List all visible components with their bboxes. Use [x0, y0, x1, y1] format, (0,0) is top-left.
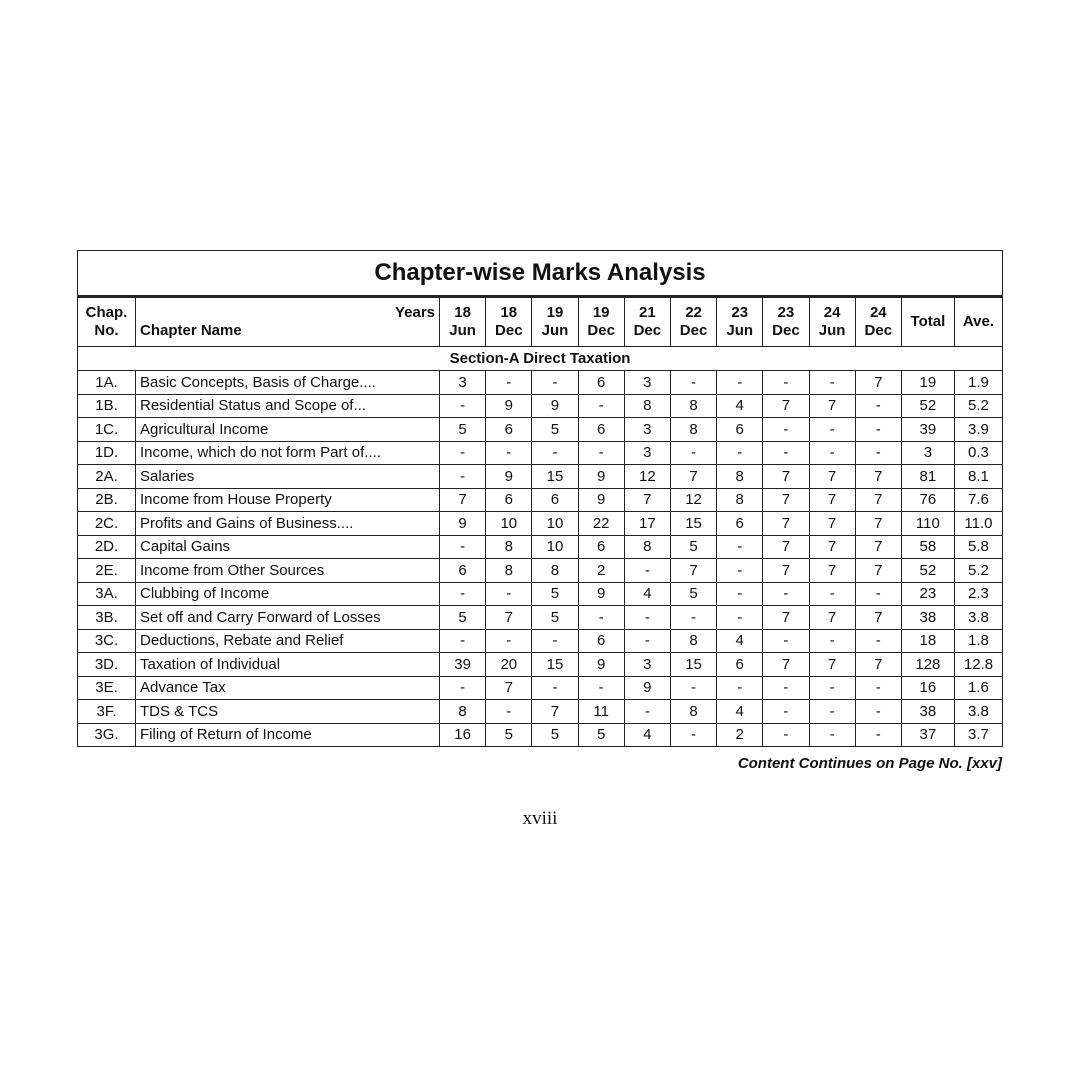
marks-cell: 7	[763, 606, 809, 630]
year-header-year: 18	[454, 304, 471, 321]
marks-table	[77, 250, 1003, 747]
total-cell: 76	[901, 488, 954, 512]
average-cell: 1.9	[954, 371, 1002, 395]
marks-cell: -	[809, 700, 855, 724]
year-header-month: Jun	[726, 322, 754, 339]
marks-cell: 7	[486, 676, 532, 700]
average-cell: 7.6	[954, 488, 1002, 512]
marks-cell: 7	[855, 535, 901, 559]
marks-cell: 7	[855, 606, 901, 630]
year-header-year: 18	[500, 304, 518, 321]
marks-cell: -	[763, 700, 809, 724]
marks-cell: 7	[809, 512, 855, 536]
marks-cell: 5	[532, 723, 578, 747]
marks-cell: 9	[578, 582, 624, 606]
marks-cell: 7	[624, 488, 670, 512]
marks-cell: 6	[578, 371, 624, 395]
average-cell: 0.3	[954, 441, 1002, 465]
marks-cell: 15	[670, 653, 716, 677]
marks-cell: 8	[717, 488, 763, 512]
total-cell: 19	[901, 371, 954, 395]
average-cell: 5.2	[954, 559, 1002, 583]
marks-cell: -	[440, 676, 486, 700]
year-header-year: 22	[685, 304, 702, 321]
marks-cell: 5	[670, 582, 716, 606]
marks-cell: 15	[532, 465, 578, 489]
marks-cell: -	[809, 723, 855, 747]
marks-cell: 3	[624, 418, 670, 442]
marks-cell: -	[440, 582, 486, 606]
marks-cell: 7	[855, 488, 901, 512]
total-cell: 37	[901, 723, 954, 747]
marks-analysis-sheet	[77, 250, 1002, 747]
chapter-name: Advance Tax	[136, 676, 440, 700]
year-header-month: Dec	[772, 322, 800, 339]
marks-cell: 12	[624, 465, 670, 489]
chapter-number: 2C.	[78, 512, 136, 536]
marks-cell: -	[717, 582, 763, 606]
chapter-name: Agricultural Income	[136, 418, 440, 442]
chapter-number: 1A.	[78, 371, 136, 395]
average-cell: 3.7	[954, 723, 1002, 747]
marks-cell: -	[763, 582, 809, 606]
section-title: Section-A Direct Taxation	[78, 347, 1003, 371]
marks-cell: 7	[809, 559, 855, 583]
marks-cell: 7	[763, 465, 809, 489]
marks-cell: 8	[717, 465, 763, 489]
marks-cell: 15	[670, 512, 716, 536]
marks-cell: 22	[578, 512, 624, 536]
marks-cell: 7	[809, 606, 855, 630]
chapter-name: Income from Other Sources	[136, 559, 440, 583]
marks-cell: 10	[486, 512, 532, 536]
marks-cell: -	[624, 606, 670, 630]
marks-cell: 7	[763, 653, 809, 677]
marks-cell: -	[855, 723, 901, 747]
marks-cell: -	[486, 371, 532, 395]
marks-cell: 5	[532, 582, 578, 606]
marks-cell: 6	[717, 653, 763, 677]
total-header: Total	[901, 297, 954, 347]
year-header-year: 19	[592, 304, 610, 321]
average-cell: 12.8	[954, 653, 1002, 677]
marks-cell: -	[717, 371, 763, 395]
marks-cell: -	[532, 676, 578, 700]
years-label: Years	[394, 304, 435, 321]
marks-cell: 9	[578, 465, 624, 489]
table-row	[78, 582, 1003, 606]
marks-cell: 7	[670, 559, 716, 583]
table-row	[78, 676, 1003, 700]
marks-cell: 9	[486, 465, 532, 489]
marks-cell: 5	[440, 418, 486, 442]
table-row	[78, 371, 1003, 395]
total-cell: 3	[901, 441, 954, 465]
table-row	[78, 512, 1003, 536]
year-header-year: 23	[777, 304, 795, 321]
marks-cell: 7	[670, 465, 716, 489]
marks-cell: 16	[440, 723, 486, 747]
marks-cell: 7	[763, 535, 809, 559]
marks-cell: -	[809, 676, 855, 700]
year-header-year: 21	[639, 304, 656, 321]
chapter-name: Salaries	[136, 465, 440, 489]
marks-cell: -	[670, 441, 716, 465]
table-row	[78, 629, 1003, 653]
marks-cell: 15	[532, 653, 578, 677]
marks-cell: 6	[440, 559, 486, 583]
marks-cell: -	[717, 535, 763, 559]
marks-cell: -	[855, 394, 901, 418]
marks-cell: 3	[440, 371, 486, 395]
year-header-year: 23	[731, 304, 749, 321]
continuation-note: Content Continues on Page No. [xxv]	[737, 755, 1002, 772]
year-header-year: 24	[823, 304, 841, 321]
marks-cell: 7	[763, 488, 809, 512]
marks-cell: -	[670, 606, 716, 630]
marks-cell: 5	[578, 723, 624, 747]
average-cell: 3.8	[954, 606, 1002, 630]
marks-cell: -	[532, 371, 578, 395]
marks-cell: 7	[809, 465, 855, 489]
chapter-number: 2B.	[78, 488, 136, 512]
marks-cell: -	[763, 629, 809, 653]
marks-cell: -	[670, 723, 716, 747]
marks-cell: 6	[578, 629, 624, 653]
table-row	[78, 441, 1003, 465]
chapter-name: Residential Status and Scope of...	[136, 394, 440, 418]
marks-cell: 9	[624, 676, 670, 700]
marks-cell: -	[532, 629, 578, 653]
marks-cell: 6	[486, 418, 532, 442]
year-header	[486, 297, 532, 347]
chapter-number: 3D.	[78, 653, 136, 677]
total-cell: 38	[901, 700, 954, 724]
marks-cell: -	[809, 418, 855, 442]
marks-cell: 6	[578, 535, 624, 559]
year-header	[717, 297, 763, 347]
marks-cell: -	[763, 418, 809, 442]
total-cell: 23	[901, 582, 954, 606]
average-cell: 8.1	[954, 465, 1002, 489]
marks-cell: 9	[578, 488, 624, 512]
marks-cell: -	[440, 441, 486, 465]
chapter-number: 3A.	[78, 582, 136, 606]
marks-cell: 6	[717, 512, 763, 536]
year-header-month: Dec	[587, 322, 615, 339]
marks-cell: -	[486, 441, 532, 465]
marks-cell: -	[717, 559, 763, 583]
marks-cell: 8	[670, 700, 716, 724]
year-header	[532, 297, 578, 347]
marks-cell: -	[809, 582, 855, 606]
marks-cell: 7	[809, 394, 855, 418]
chapter-name: Income from House Property	[136, 488, 440, 512]
marks-cell: -	[855, 441, 901, 465]
marks-cell: 12	[670, 488, 716, 512]
marks-cell: 8	[670, 629, 716, 653]
year-header	[578, 297, 624, 347]
year-header	[440, 297, 486, 347]
marks-cell: 8	[440, 700, 486, 724]
marks-cell: 4	[717, 394, 763, 418]
chapter-number: 1B.	[78, 394, 136, 418]
year-header-month: Jun	[449, 322, 476, 339]
year-header-month: Dec	[495, 322, 523, 339]
chapter-number: 2A.	[78, 465, 136, 489]
average-cell: 3.8	[954, 700, 1002, 724]
marks-cell: -	[809, 629, 855, 653]
marks-cell: -	[440, 465, 486, 489]
marks-cell: 10	[532, 535, 578, 559]
marks-cell: 5	[532, 606, 578, 630]
year-header-month: Jun	[818, 322, 846, 339]
year-header	[809, 297, 855, 347]
marks-cell: 8	[486, 535, 532, 559]
table-row	[78, 418, 1003, 442]
marks-cell: 6	[486, 488, 532, 512]
marks-cell: -	[763, 723, 809, 747]
marks-cell: -	[486, 700, 532, 724]
chapter-name-label: Chapter Name	[140, 322, 242, 339]
table-row	[78, 559, 1003, 583]
marks-cell: -	[763, 371, 809, 395]
chapter-number: 3G.	[78, 723, 136, 747]
table-row	[78, 394, 1003, 418]
marks-cell: -	[809, 371, 855, 395]
total-cell: 58	[901, 535, 954, 559]
marks-cell: -	[855, 582, 901, 606]
chapter-number: 1C.	[78, 418, 136, 442]
marks-cell: 9	[532, 394, 578, 418]
average-cell: 5.8	[954, 535, 1002, 559]
marks-cell: 6	[717, 418, 763, 442]
marks-cell: 2	[578, 559, 624, 583]
marks-cell: -	[670, 371, 716, 395]
marks-cell: 7	[809, 653, 855, 677]
marks-cell: 4	[717, 629, 763, 653]
marks-cell: -	[670, 676, 716, 700]
chapter-name: Profits and Gains of Business....	[136, 512, 440, 536]
marks-cell: 3	[624, 371, 670, 395]
marks-cell: 7	[532, 700, 578, 724]
marks-cell: 3	[624, 653, 670, 677]
marks-cell: 7	[763, 559, 809, 583]
marks-cell: -	[578, 676, 624, 700]
marks-cell: -	[624, 559, 670, 583]
chapter-name: Filing of Return of Income	[136, 723, 440, 747]
marks-cell: 7	[763, 512, 809, 536]
marks-cell: -	[578, 606, 624, 630]
marks-cell: -	[486, 629, 532, 653]
year-header-month: Dec	[679, 322, 708, 339]
chapter-name: Taxation of Individual	[136, 653, 440, 677]
table-row	[78, 700, 1003, 724]
marks-cell: -	[855, 676, 901, 700]
marks-cell: 7	[763, 394, 809, 418]
marks-cell: -	[440, 535, 486, 559]
table-row	[78, 488, 1003, 512]
marks-cell: 7	[440, 488, 486, 512]
total-cell: 16	[901, 676, 954, 700]
marks-cell: -	[855, 418, 901, 442]
marks-cell: 6	[578, 418, 624, 442]
marks-cell: -	[717, 606, 763, 630]
marks-cell: -	[624, 700, 670, 724]
total-cell: 18	[901, 629, 954, 653]
chapter-name: TDS & TCS	[136, 700, 440, 724]
chapter-name: Set off and Carry Forward of Losses	[136, 606, 440, 630]
year-header	[763, 297, 809, 347]
header-row	[78, 297, 1003, 347]
total-cell: 38	[901, 606, 954, 630]
average-cell: 1.6	[954, 676, 1002, 700]
chap-no-header	[78, 297, 136, 347]
marks-cell: -	[809, 441, 855, 465]
year-header-month: Dec	[633, 322, 662, 339]
marks-cell: 8	[670, 418, 716, 442]
year-header	[670, 297, 716, 347]
marks-cell: 7	[855, 512, 901, 536]
year-header-month: Dec	[864, 322, 893, 339]
marks-cell: -	[717, 676, 763, 700]
marks-cell: 7	[855, 371, 901, 395]
marks-cell: 11	[578, 700, 624, 724]
marks-cell: 9	[578, 653, 624, 677]
marks-cell: 8	[532, 559, 578, 583]
marks-cell: -	[855, 629, 901, 653]
table-row	[78, 653, 1003, 677]
total-cell: 110	[901, 512, 954, 536]
marks-cell: 6	[532, 488, 578, 512]
year-header-year: 19	[546, 304, 564, 321]
marks-cell: 5	[440, 606, 486, 630]
average-cell: 1.8	[954, 629, 1002, 653]
marks-cell: 7	[486, 606, 532, 630]
marks-cell: 8	[624, 394, 670, 418]
total-cell: 81	[901, 465, 954, 489]
page-number: xviii	[522, 808, 558, 829]
marks-cell: -	[440, 394, 486, 418]
marks-cell: 4	[624, 723, 670, 747]
chapter-name-header	[136, 297, 440, 347]
marks-cell: 5	[670, 535, 716, 559]
marks-cell: -	[486, 582, 532, 606]
table-row	[78, 535, 1003, 559]
marks-cell: -	[855, 700, 901, 724]
marks-cell: 3	[624, 441, 670, 465]
marks-cell: 10	[532, 512, 578, 536]
table-row	[78, 465, 1003, 489]
marks-cell: 7	[855, 559, 901, 583]
average-cell: 3.9	[954, 418, 1002, 442]
marks-cell: -	[624, 629, 670, 653]
table-title: Chapter-wise Marks Analysis	[78, 251, 1003, 297]
chapter-number: 2E.	[78, 559, 136, 583]
chap-no-header-line1: Chap.	[85, 304, 128, 321]
marks-cell: 8	[624, 535, 670, 559]
chapter-number: 2D.	[78, 535, 136, 559]
marks-cell: -	[717, 441, 763, 465]
total-cell: 39	[901, 418, 954, 442]
marks-cell: 5	[486, 723, 532, 747]
year-header	[855, 297, 901, 347]
total-cell: 128	[901, 653, 954, 677]
marks-cell: 2	[717, 723, 763, 747]
average-cell: 2.3	[954, 582, 1002, 606]
marks-cell: 4	[624, 582, 670, 606]
marks-cell: -	[578, 394, 624, 418]
chapter-name: Income, which do not form Part of....	[136, 441, 440, 465]
marks-cell: 7	[855, 653, 901, 677]
marks-cell: 8	[670, 394, 716, 418]
chapter-number: 1D.	[78, 441, 136, 465]
average-cell: 11.0	[954, 512, 1002, 536]
year-header-year: 24	[869, 304, 887, 321]
average-header: Ave.	[954, 297, 1002, 347]
marks-cell: 39	[440, 653, 486, 677]
marks-cell: -	[578, 441, 624, 465]
marks-cell: 17	[624, 512, 670, 536]
chapter-number: 3B.	[78, 606, 136, 630]
chapter-number: 3C.	[78, 629, 136, 653]
marks-cell: -	[532, 441, 578, 465]
total-cell: 52	[901, 559, 954, 583]
chapter-name: Capital Gains	[136, 535, 440, 559]
chap-no-header-line2: No.	[94, 322, 119, 339]
marks-cell: 7	[809, 535, 855, 559]
total-cell: 52	[901, 394, 954, 418]
marks-cell: -	[763, 676, 809, 700]
chapter-number: 3E.	[78, 676, 136, 700]
average-cell: 5.2	[954, 394, 1002, 418]
marks-cell: 4	[717, 700, 763, 724]
marks-cell: 20	[486, 653, 532, 677]
marks-cell: 9	[440, 512, 486, 536]
section-row	[78, 347, 1003, 371]
chapter-name: Basic Concepts, Basis of Charge....	[136, 371, 440, 395]
chapter-name: Deductions, Rebate and Relief	[136, 629, 440, 653]
marks-cell: -	[440, 629, 486, 653]
year-header-month: Jun	[541, 322, 569, 339]
marks-cell: 5	[532, 418, 578, 442]
marks-cell: 7	[855, 465, 901, 489]
marks-cell: 7	[809, 488, 855, 512]
marks-cell: -	[763, 441, 809, 465]
chapter-name: Clubbing of Income	[136, 582, 440, 606]
marks-cell: 8	[486, 559, 532, 583]
year-header	[624, 297, 670, 347]
marks-cell: 9	[486, 394, 532, 418]
table-row	[78, 723, 1003, 747]
chapter-number: 3F.	[78, 700, 136, 724]
table-row	[78, 606, 1003, 630]
